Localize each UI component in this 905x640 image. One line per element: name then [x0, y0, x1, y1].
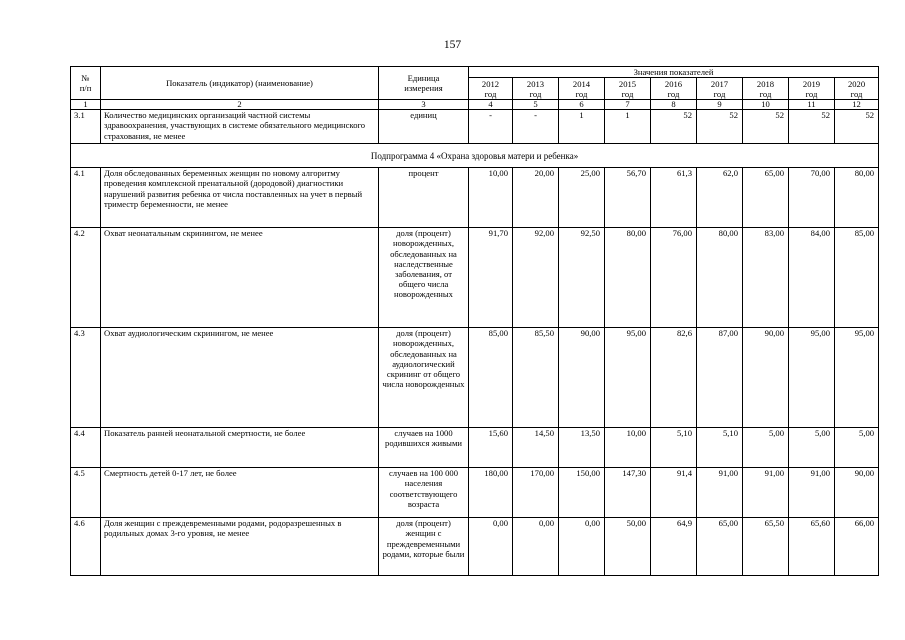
value-cell: 95,00: [789, 328, 835, 428]
column-number: 12: [835, 100, 879, 110]
value-cell: 50,00: [605, 518, 651, 576]
section-row: [71, 144, 879, 168]
header-year: 2016 год: [651, 78, 697, 100]
table-row: [71, 110, 879, 144]
value-cell: 76,00: [651, 228, 697, 328]
header-year: 2020 год: [835, 78, 879, 100]
value-cell: 0,00: [559, 518, 605, 576]
unit-cell: доля (процент) новорожденных, обследованных на аудиологический скрининг от общего числа новорожденных: [379, 328, 469, 428]
header-year: 2015 год: [605, 78, 651, 100]
indicator-name: Доля обследованных беременных женщин по новому алгоритму проведения комплексной пренатальной (дородовой) диагностики нарушений развития ребенка от числа поставленных на учет в первый триместр беременности, не менее: [101, 168, 379, 228]
value-cell: 52: [835, 110, 879, 144]
value-cell: 90,00: [835, 468, 879, 518]
indicator-name: Охват аудиологическим скринингом, не менее: [101, 328, 379, 428]
row-number: 4.4: [71, 428, 101, 468]
column-number: 6: [559, 100, 605, 110]
value-cell: 65,60: [789, 518, 835, 576]
header-year: 2018 год: [743, 78, 789, 100]
value-cell: 92,00: [513, 228, 559, 328]
value-cell: 5,10: [651, 428, 697, 468]
row-number: 4.2: [71, 228, 101, 328]
value-cell: 80,00: [835, 168, 879, 228]
column-number: 8: [651, 100, 697, 110]
table-row: [71, 168, 879, 228]
value-cell: 170,00: [513, 468, 559, 518]
indicators-table: [70, 66, 879, 576]
column-number: 3: [379, 100, 469, 110]
value-cell: 150,00: [559, 468, 605, 518]
value-cell: 91,00: [789, 468, 835, 518]
value-cell: 66,00: [835, 518, 879, 576]
value-cell: 95,00: [835, 328, 879, 428]
value-cell: 52: [743, 110, 789, 144]
unit-cell: единиц: [379, 110, 469, 144]
header-year: 2019 год: [789, 78, 835, 100]
value-cell: 10,00: [605, 428, 651, 468]
value-cell: 80,00: [605, 228, 651, 328]
value-cell: 5,10: [697, 428, 743, 468]
value-cell: 52: [697, 110, 743, 144]
table-row: [71, 228, 879, 328]
value-cell: 147,30: [605, 468, 651, 518]
indicator-name: Охват неонатальным скринингом, не менее: [101, 228, 379, 328]
indicator-name: Показатель ранней неонатальной смертности, не более: [101, 428, 379, 468]
value-cell: -: [469, 110, 513, 144]
value-cell: 65,00: [697, 518, 743, 576]
header-indicator: Показатель (индикатор) (наименование): [101, 67, 379, 100]
value-cell: 65,00: [743, 168, 789, 228]
value-cell: 180,00: [469, 468, 513, 518]
unit-cell: случаев на 1000 родившихся живыми: [379, 428, 469, 468]
value-cell: 65,50: [743, 518, 789, 576]
header-unit: Единица измерения: [379, 67, 469, 100]
column-number: 4: [469, 100, 513, 110]
value-cell: 25,00: [559, 168, 605, 228]
value-cell: 56,70: [605, 168, 651, 228]
column-number: 7: [605, 100, 651, 110]
value-cell: 83,00: [743, 228, 789, 328]
value-cell: 10,00: [469, 168, 513, 228]
value-cell: 91,00: [697, 468, 743, 518]
value-cell: 1: [559, 110, 605, 144]
value-cell: 87,00: [697, 328, 743, 428]
row-number: 4.3: [71, 328, 101, 428]
value-cell: 85,00: [469, 328, 513, 428]
value-cell: 62,0: [697, 168, 743, 228]
indicator-name: Количество медицинских организаций частной системы здравоохранения, участвующих в системе обязательного медицинского страхования, не менее: [101, 110, 379, 144]
value-cell: 90,00: [743, 328, 789, 428]
row-number: 4.5: [71, 468, 101, 518]
header-year: 2017 год: [697, 78, 743, 100]
value-cell: 85,50: [513, 328, 559, 428]
unit-cell: процент: [379, 168, 469, 228]
column-number: 10: [743, 100, 789, 110]
value-cell: 14,50: [513, 428, 559, 468]
section-title: Подпрограмма 4 «Охрана здоровья матери и ребенка»: [71, 144, 879, 168]
row-number: 4.1: [71, 168, 101, 228]
value-cell: 20,00: [513, 168, 559, 228]
value-cell: -: [513, 110, 559, 144]
value-cell: 1: [605, 110, 651, 144]
value-cell: 90,00: [559, 328, 605, 428]
value-cell: 52: [651, 110, 697, 144]
unit-cell: доля (процент) новорожденных, обследованных на наследственные заболевания, от общего числа новорожденных: [379, 228, 469, 328]
value-cell: 5,00: [835, 428, 879, 468]
value-cell: 91,00: [743, 468, 789, 518]
column-number: 9: [697, 100, 743, 110]
column-number: 5: [513, 100, 559, 110]
value-cell: 61,3: [651, 168, 697, 228]
value-cell: 85,00: [835, 228, 879, 328]
header-num: № п/п: [71, 67, 101, 100]
value-cell: 0,00: [469, 518, 513, 576]
value-cell: 91,4: [651, 468, 697, 518]
value-cell: 5,00: [789, 428, 835, 468]
table-row: [71, 428, 879, 468]
value-cell: 82,6: [651, 328, 697, 428]
header-year: 2013 год: [513, 78, 559, 100]
column-number: 2: [101, 100, 379, 110]
value-cell: 15,60: [469, 428, 513, 468]
value-cell: 0,00: [513, 518, 559, 576]
value-cell: 13,50: [559, 428, 605, 468]
value-cell: 91,70: [469, 228, 513, 328]
row-number: 4.6: [71, 518, 101, 576]
table-row: [71, 518, 879, 576]
value-cell: 84,00: [789, 228, 835, 328]
column-number: 1: [71, 100, 101, 110]
unit-cell: доля (процент) женщин с преждевременными родами, которые были: [379, 518, 469, 576]
value-cell: 80,00: [697, 228, 743, 328]
indicator-name: Смертность детей 0-17 лет, не более: [101, 468, 379, 518]
unit-cell: случаев на 100 000 населения соответствующего возраста: [379, 468, 469, 518]
value-cell: 52: [789, 110, 835, 144]
row-number: 3.1: [71, 110, 101, 144]
value-cell: 5,00: [743, 428, 789, 468]
indicator-name: Доля женщин с преждевременными родами, родоразрешенных в родильных домах 3-го уровня, не менее: [101, 518, 379, 576]
table-row: [71, 468, 879, 518]
value-cell: 95,00: [605, 328, 651, 428]
column-number: 11: [789, 100, 835, 110]
header-year: 2012 год: [469, 78, 513, 100]
page-number: 157: [443, 39, 462, 51]
value-cell: 92,50: [559, 228, 605, 328]
value-cell: 64,9: [651, 518, 697, 576]
header-values: Значения показателей: [469, 67, 879, 78]
table-row: [71, 328, 879, 428]
value-cell: 70,00: [789, 168, 835, 228]
header-year: 2014 год: [559, 78, 605, 100]
